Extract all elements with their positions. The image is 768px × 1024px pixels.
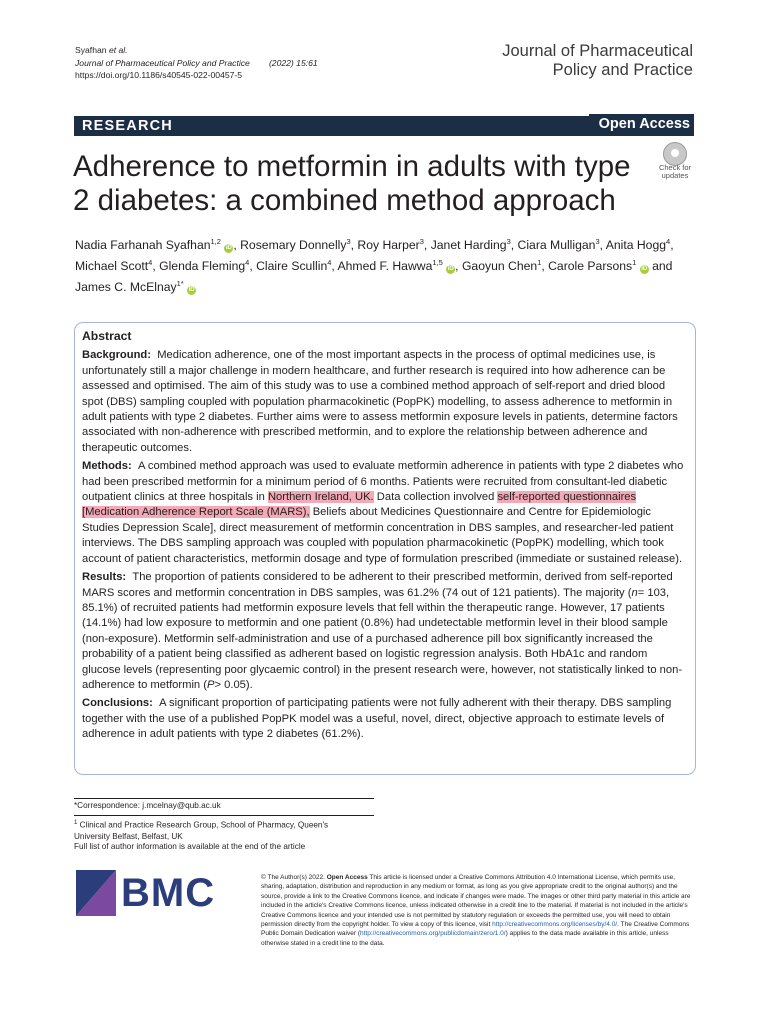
authors-and: and xyxy=(652,259,673,274)
orcid-icon[interactable]: iD xyxy=(641,266,648,273)
author-name: Gaoyun Chen xyxy=(461,259,538,274)
orcid-icon[interactable]: iD xyxy=(447,266,454,273)
author-name: Michael Scott xyxy=(75,259,149,274)
author-affiliation-sup: 1 xyxy=(537,258,542,268)
author-affiliation-sup: 1,2 xyxy=(210,237,221,246)
abstract-background: Background: Medication adherence, one of the most important aspects in the process of optimal medicines use, is unfortunately still a major challenge in modern healthcare, and further research is required into how adherence can be assessed and optimised. The aim of this study was to use a combined method approach of self-report and dried blood spot (DBS) sampling coupled with population pharmacokinetic (PopPK) modelling, to assess adherence to metformin in adult patients with type 2 diabetes. Further aims were to assess metformin exposure levels in patients, determine factors associated with non-adherence with prescribed metformin, and to explore the relationship between adherence and therapeutic outcomes. xyxy=(82,349,678,454)
abstract-heading: Abstract xyxy=(82,329,132,343)
orcid-icon[interactable]: iD xyxy=(225,245,232,252)
author-affiliation-sup: 1 xyxy=(632,258,637,268)
article-title: Adherence to metformin in adults with type 2 diabetes: a combined method approach xyxy=(73,150,631,217)
author-affiliation-sup: 3 xyxy=(346,237,351,246)
author-name: Roy Harper xyxy=(357,238,420,253)
abstract-conclusions: Conclusions: A significant proportion of participating patients were not fully adherent with their therapy. DBS sampling together with the use of a published PopPK model was a useful, novel, direct, objective approach to estimate levels of adherence in adult patients with type 2 diabetes (61.2%). xyxy=(82,697,672,741)
author-name: Janet Harding xyxy=(430,238,507,253)
author-affiliation-sup: 1* xyxy=(176,279,184,289)
author-name: Carole Parsons xyxy=(548,259,633,274)
author-affiliation-sup: 4 xyxy=(327,258,332,268)
abstract-methods: Methods: A combined method approach was used to evaluate metformin adherence in patients with type 2 diabetes who had been prescribed metformin for a minimum period of 6 months. Patients were recruited from consultant-led diabetic outpatient clinics at three hospitals in Northern Ireland, UK. Data collection involved self-reported questionnaires [Medication Adherence Report Scale (MARS), Beliefs about Medicines Questionnaire and Centre for Epidemiologic Studies Depression Scale], direct measurement of metformin concentration in DBS samples, and researcher-led patient interviews. The DBS sampling approach was coupled with population pharmacokinetic (PopPK) modelling, which took account of patient characteristics, metformin dosage and type of formulation prescribed (immediate or sustained release). xyxy=(82,460,684,565)
bmc-logo-mark-icon xyxy=(76,870,116,916)
correspondence: *Correspondence: j.mcelnay@qub.ac.uk xyxy=(74,801,221,810)
header-doi[interactable]: https://doi.org/10.1186/s40545-022-00457-5 xyxy=(75,70,243,80)
author-name: Ahmed F. Hawwa xyxy=(337,259,433,274)
journal-name: Journal of Pharmaceutical Policy and Practice xyxy=(502,42,693,79)
author-name: Nadia Farhanah Syafhan xyxy=(75,238,211,253)
author-affiliation-sup: 3 xyxy=(419,237,424,246)
article-type-banner xyxy=(74,116,694,136)
footnote-divider-2 xyxy=(74,815,374,816)
full-list-note: Full list of author information is available at the end of the article xyxy=(74,842,306,851)
orcid-icon[interactable]: iD xyxy=(188,287,195,294)
header-author: Syafhan et al. xyxy=(75,45,128,55)
open-access-label: Open Access xyxy=(589,114,694,136)
public-domain-link[interactable]: http://creativecommons.org/publicdomain/zero/1.0/ xyxy=(360,930,506,938)
bmc-logo: BMC xyxy=(76,870,216,916)
header-citation: Journal of Pharmaceutical Policy and Practice (2022) 15:61 xyxy=(75,57,318,68)
author-affiliation-sup: 4 xyxy=(245,258,250,268)
check-for-updates-badge[interactable]: Check for updates xyxy=(654,142,696,184)
author-affiliation-sup: 1,5 xyxy=(432,258,443,268)
highlight-location: Northern Ireland, UK. xyxy=(267,491,374,504)
affiliation: $^1$ Clinical and Practice Research Group, School of Pharmacy, Queen's University Belfast, Belfast, UK xyxy=(74,820,329,842)
license-text: © The Author(s) 2022. Open Access This article is licensed under a Creative Commons Attribution 4.0 International License, which permits use, sharing, adaptation, distribution and reproduction in any medium or format, as long as you give appropriate credit to the original author(s) and the source, provide a link to the Creative Commons licence, and indicate if changes were made. The images or other third party material in this article are included in the article's Creative Commons licence, unless indicated otherwise in a credit line to the material. If material is not included in the article's Creative Commons licence and your intended use is not permitted by statutory regulation or exceeds the permitted use, you will need to obtain permission directly from the copyright holder. To view a copy of this licence, visit http://creativecommons.org/licenses/by/4.0/. The Creative Commons Public Domain Dedication waiver (http://creativecommons.org/publicdomain/zero/1.0/) applies to the data made available in this article, unless otherwise stated in a credit line to the data. xyxy=(261,874,691,947)
running-header xyxy=(75,44,318,82)
highlight-questionnaires: self-reported questionnaires [Medication Adherence Report Scale (MARS), xyxy=(82,491,637,519)
abstract-box xyxy=(74,322,696,775)
author-name: Anita Hogg xyxy=(605,238,667,253)
license-link[interactable]: http://creativecommons.org/licenses/by/4.0/ xyxy=(492,921,618,929)
author-name: Claire Scullin xyxy=(256,259,328,274)
author-affiliation-sup: 3 xyxy=(506,237,511,246)
author-affiliation-sup: 3 xyxy=(595,237,600,246)
author-name: Rosemary Donnelly xyxy=(240,238,347,253)
abstract-results: Results: The proportion of patients considered to be adherent to their prescribed metformin, derived from self-reported MARS scores and metformin concentration in DBS samples, was 61.2% (74 out of 121 patients). The majority (n= 103, 85.1%) of recruited patients had metformin exposure levels that fell within the therapeutic range. However, 17 patients (14.1%) had low exposure to metformin and one patient (0.8%) had undetectable metformin level in their blood sample (non-exposure). Metformin self-administration and use of a purchased adherence pill box significantly increased the probability of a patient being classified as adherent based on logistic regression analysis. Both HbA1c and random glucose levels (representing poor glycaemic control) in the present research were, however, not statistically linked to non-adherence to metformin (P> 0.05). xyxy=(82,571,683,691)
footnote-divider xyxy=(74,798,374,799)
author-name: Ciara Mulligan xyxy=(517,238,596,253)
author-affiliation-sup: 4 xyxy=(666,237,671,246)
author-list: Nadia Farhanah Syafhan$^{1,2}$ iD , Rosemary Donnelly$^3$, Roy Harper$^3$, Janet Harding$^3$, Ciara Mulligan$^3$, Anita Hogg$^4$, Michael Scott$^4$, Glenda Fleming$^4$, Claire Scullin$^4$, Ahmed F. Hawwa$^{1,5}$ iD , Gaoyun Chen$^1$, Carole Parsons$^1$ iD and James C. McElnay$^{1*}$ iD xyxy=(75,237,674,295)
research-label: RESEARCH xyxy=(82,118,173,134)
author-name: James C. McElnay xyxy=(75,280,177,295)
author-affiliation-sup: 4 xyxy=(148,258,153,268)
author-name: Glenda Fleming xyxy=(159,259,246,274)
